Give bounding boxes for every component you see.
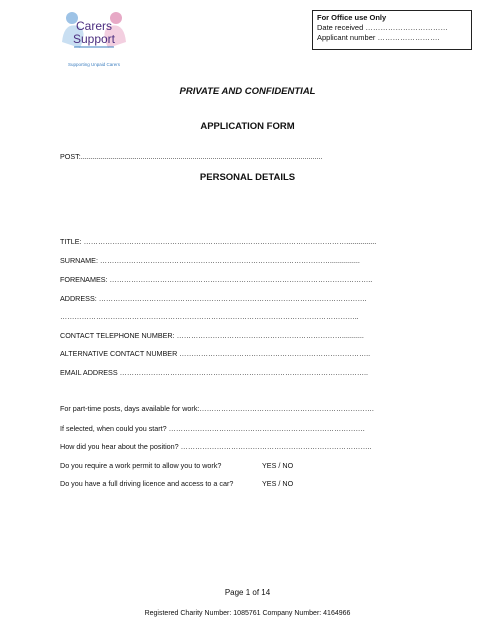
part-time-days-field[interactable]: For part-time posts, days available for work:………………………………………………………………. [60,404,374,413]
page-number: Page 1 of 14 [224,588,271,597]
form-title: APPLICATION FORM [200,121,295,132]
registration-footer: Registered Charity Number: 1085761 Company Number: 4164966 [144,610,351,617]
driving-licence-answer[interactable]: YES / NO [262,479,294,488]
personal-details-heading: PERSONAL DETAILS [199,172,296,183]
address-line2-field[interactable]: …………………………………………………………………………………………………………….. [60,312,359,321]
post-field[interactable]: POST:......................................................................................................................... [60,152,323,161]
title-field[interactable]: TITLE: ………………………………………………….……….……………………………………............... [60,237,377,246]
surname-field[interactable]: SURNAME: ……………………………………………………………………………………............... [60,256,360,265]
carers-support-logo [58,8,130,70]
contact-phone-field[interactable]: CONTACT TELEPHONE NUMBER: ……………………………………………………………........... [60,331,364,340]
logo-line1: Carers [75,19,113,33]
private-confidential-heading: PRIVATE AND CONFIDENTIAL [179,86,316,97]
date-received: Date received …………………………… [317,23,448,32]
email-field[interactable]: EMAIL ADDRESS ………………………………………………………………………………………….. [60,368,369,377]
start-date-field[interactable]: If selected, when could you start? ………………………………………………………………………. [60,424,365,433]
address-field[interactable]: ADDRESS: …………………………………………………………………………………………………. [60,294,367,303]
applicant-number: Applicant number ……………………. [317,33,440,42]
logo-tagline: Supporting Unpaid Carers [67,62,121,67]
office-use-title: For Office use Only [317,13,387,22]
logo-graphic [58,8,130,70]
heard-about-field[interactable]: How did you hear about the position? …………………………………………………………………….. [60,442,372,451]
driving-licence-question: Do you have a full driving licence and access to a car? [60,479,234,488]
office-use-box [312,10,472,50]
logo-line2: Support [72,32,116,46]
work-permit-question: Do you require a work permit to allow you to work? [60,461,222,470]
work-permit-answer[interactable]: YES / NO [262,461,294,470]
forenames-field[interactable]: FORENAMES: ……………………………………………………………………………………………….. [60,275,373,284]
alt-contact-field[interactable]: ALTERNATIVE CONTACT NUMBER …………………………………………………………………….. [60,349,371,358]
